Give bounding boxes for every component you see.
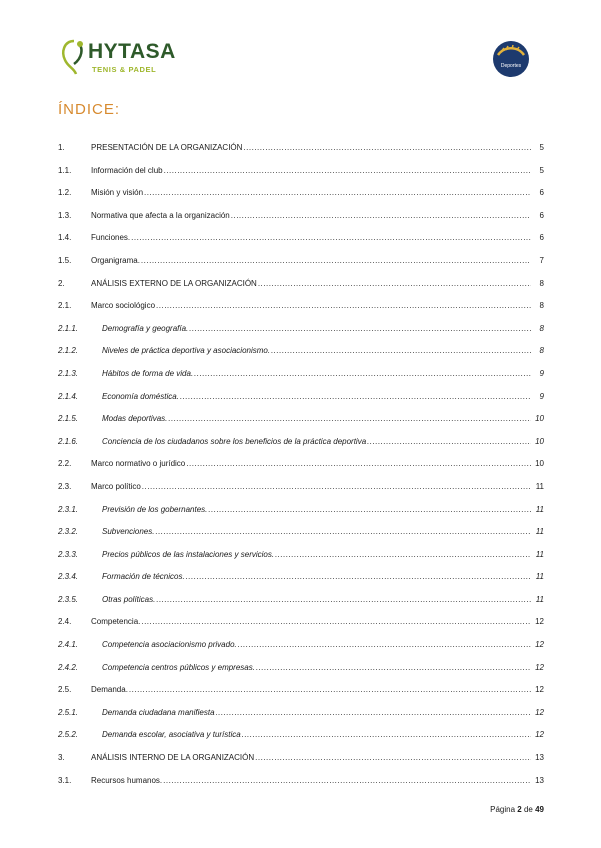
toc-entry[interactable]: [58, 527, 544, 550]
toc-entry-number: 2.4.: [58, 617, 72, 627]
toc-entry[interactable]: [58, 188, 544, 211]
toc-entry-number: 2.3.2.: [58, 527, 79, 537]
toc-entry-page: 12: [535, 640, 544, 650]
toc-entry-page: 8: [539, 278, 544, 288]
toc-entry-number: 2.1.5.: [58, 414, 79, 424]
toc-entry-title: Información del club: [91, 165, 163, 175]
logo-brand-text: HYTASA: [88, 40, 176, 63]
toc-entry-title: Marco normativo o jurídico: [91, 459, 186, 469]
toc-leader-dots: [367, 437, 531, 446]
toc-entry[interactable]: [58, 143, 544, 166]
toc-entry[interactable]: [58, 753, 544, 776]
toc-leader-dots: [255, 753, 531, 762]
toc-entry[interactable]: [58, 437, 544, 460]
toc-entry[interactable]: [58, 550, 544, 573]
toc-entry-number: 2.3.3.: [58, 549, 79, 559]
toc-entry-page: 6: [539, 210, 544, 220]
footer-label: Página: [490, 805, 516, 814]
toc-entry[interactable]: [58, 256, 544, 279]
toc-entry[interactable]: [58, 640, 544, 663]
toc-leader-dots: [242, 730, 531, 739]
toc-entry[interactable]: [58, 459, 544, 482]
toc-entry-number: 3.: [58, 753, 65, 763]
toc-entry-page: 11: [535, 549, 544, 559]
toc-entry-title: Niveles de práctica deportiva y asociacionismo.: [102, 346, 271, 356]
toc-entry[interactable]: [58, 776, 544, 799]
toc-leader-dots: [186, 572, 531, 581]
toc-entry-title: Normativa que afecta a la organización: [91, 210, 230, 220]
toc-leader-dots: [258, 279, 531, 288]
toc-entry-title: ANÁLISIS INTERNO DE LA ORGANIZACIÓN: [91, 753, 255, 763]
toc-entry-title: Funciones.: [91, 233, 131, 243]
toc-entry-title: Misión y visión: [91, 188, 144, 198]
toc-leader-dots: [231, 211, 531, 220]
toc-entry-title: Demanda escolar, asociativa y turística: [102, 730, 241, 740]
toc-entry-number: 3.1.: [58, 775, 72, 785]
toc-entry-number: 2.1.6.: [58, 436, 79, 446]
toc-leader-dots: [129, 685, 531, 694]
toc-entry-title: Competencia centros públicos y empresas.: [102, 662, 255, 672]
toc-entry-page: 8: [539, 346, 544, 356]
toc-entry-number: 2.2.: [58, 459, 72, 469]
toc-entry-number: 1.1.: [58, 165, 72, 175]
toc-leader-dots: [144, 188, 531, 197]
table-of-contents: [58, 143, 544, 798]
toc-entry[interactable]: [58, 301, 544, 324]
toc-entry-number: 2.5.: [58, 685, 72, 695]
toc-entry-page: 12: [535, 662, 544, 672]
toc-entry[interactable]: [58, 617, 544, 640]
toc-entry[interactable]: [58, 663, 544, 686]
page-title: ÍNDICE:: [58, 101, 121, 118]
toc-entry-page: 9: [539, 391, 544, 401]
toc-leader-dots: [275, 550, 531, 559]
toc-entry-title: Marco sociológico: [91, 301, 156, 311]
toc-entry-page: 11: [535, 527, 544, 537]
toc-entry[interactable]: [58, 233, 544, 256]
toc-entry-number: 2.3.1.: [58, 504, 79, 514]
toc-entry-page: 5: [539, 143, 544, 152]
toc-leader-dots: [238, 640, 531, 649]
toc-entry[interactable]: [58, 482, 544, 505]
toc-entry-title: Recursos humanos.: [91, 775, 163, 785]
toc-leader-dots: [180, 392, 531, 401]
toc-entry-title: Formación de técnicos.: [102, 572, 185, 582]
toc-leader-dots: [131, 233, 531, 242]
logo-subtitle: TENIS & PADEL: [92, 65, 157, 74]
toc-entry-page: 5: [539, 165, 544, 175]
toc-entry-page: 13: [535, 753, 544, 763]
toc-entry-number: 1.: [58, 143, 65, 152]
footer-separator: de: [523, 805, 533, 814]
toc-entry-number: 2.1.1.: [58, 323, 79, 333]
toc-leader-dots: [243, 143, 531, 152]
toc-entry[interactable]: [58, 685, 544, 708]
page-footer: [490, 805, 544, 814]
toc-entry-page: 12: [535, 707, 544, 717]
toc-entry-page: 11: [535, 504, 544, 514]
footer-current-page: 2: [517, 805, 522, 814]
toc-entry[interactable]: [58, 414, 544, 437]
toc-entry-number: 2.3.: [58, 481, 72, 491]
toc-entry-title: Subvenciones.: [102, 527, 155, 537]
toc-entry-title: Marco político: [91, 481, 141, 491]
toc-entry-page: 11: [535, 572, 544, 582]
toc-entry-title: Conciencia de los ciudadanos sobre los beneficios de la práctica deportiva: [102, 436, 367, 446]
toc-entry-number: 2.4.2.: [58, 662, 79, 672]
toc-entry-page: 13: [535, 775, 544, 785]
toc-entry-page: 10: [535, 414, 544, 424]
toc-entry[interactable]: [58, 392, 544, 415]
toc-entry-number: 1.3.: [58, 210, 72, 220]
toc-entry-title: Competencia asociacionismo privado.: [102, 640, 237, 650]
emblem-text: Deportes: [500, 63, 522, 69]
toc-entry-page: 12: [535, 685, 544, 695]
toc-entry-number: 2.3.4.: [58, 572, 79, 582]
toc-entry-page: 11: [535, 594, 544, 604]
toc-entry-page: 6: [539, 233, 544, 243]
toc-leader-dots: [141, 256, 531, 265]
toc-leader-dots: [163, 776, 531, 785]
hytasa-logo: [58, 38, 178, 80]
toc-entry-title: Hábitos de forma de vida.: [102, 368, 194, 378]
toc-entry[interactable]: [58, 505, 544, 528]
toc-entry-number: 2.3.5.: [58, 594, 79, 604]
toc-entry-title: Economía doméstica.: [102, 391, 179, 401]
toc-leader-dots: [142, 482, 531, 491]
toc-entry-number: 2.1.2.: [58, 346, 79, 356]
toc-leader-dots: [156, 595, 531, 604]
toc-entry-title: PRESENTACIÓN DE LA ORGANIZACIÓN: [91, 143, 243, 152]
toc-entry[interactable]: [58, 279, 544, 302]
toc-entry-page: 6: [539, 188, 544, 198]
toc-entry-title: Demanda.: [91, 685, 128, 695]
toc-entry[interactable]: [58, 730, 544, 753]
toc-entry-page: 8: [539, 301, 544, 311]
toc-entry-title: Precios públicos de las instalaciones y servicios.: [102, 549, 275, 559]
toc-leader-dots: [141, 617, 531, 626]
toc-entry-title: Otras políticas.: [102, 594, 156, 604]
toc-leader-dots: [164, 166, 531, 175]
toc-entry-page: 10: [535, 436, 544, 446]
toc-entry-title: Modas deportivas.: [102, 414, 168, 424]
toc-entry[interactable]: [58, 166, 544, 189]
toc-entry-number: 2.5.1.: [58, 707, 79, 717]
tennis-player-icon: [58, 38, 90, 78]
toc-entry-page: 9: [539, 368, 544, 378]
toc-entry-number: 2.1.: [58, 301, 72, 311]
toc-entry-title: Competencia.: [91, 617, 141, 627]
toc-leader-dots: [156, 301, 531, 310]
toc-entry-title: ANÁLISIS EXTERNO DE LA ORGANIZACIÓN: [91, 278, 257, 288]
toc-entry[interactable]: [58, 324, 544, 347]
toc-leader-dots: [216, 708, 531, 717]
toc-leader-dots: [194, 369, 531, 378]
toc-entry-page: 7: [539, 255, 544, 265]
toc-entry[interactable]: [58, 346, 544, 369]
toc-entry[interactable]: [58, 211, 544, 234]
footer-total-pages: 49: [535, 805, 544, 814]
toc-leader-dots: [256, 663, 531, 672]
toc-entry-title: Demografía y geografía.: [102, 323, 189, 333]
toc-entry-number: 1.4.: [58, 233, 72, 243]
toc-entry[interactable]: [58, 369, 544, 392]
toc-entry-page: 12: [535, 617, 544, 627]
toc-leader-dots: [189, 324, 531, 333]
toc-leader-dots: [155, 527, 531, 536]
toc-leader-dots: [168, 414, 531, 423]
toc-leader-dots: [208, 505, 531, 514]
toc-entry-number: 1.5.: [58, 255, 72, 265]
toc-entry-number: 2.4.1.: [58, 640, 79, 650]
toc-entry-title: Previsión de los gobernantes.: [102, 504, 208, 514]
toc-entry[interactable]: [58, 595, 544, 618]
toc-entry-number: 2.: [58, 278, 65, 288]
toc-entry[interactable]: [58, 572, 544, 595]
toc-leader-dots: [186, 459, 531, 468]
toc-entry-title: Organigrama.: [91, 255, 140, 265]
toc-entry-number: 2.5.2.: [58, 730, 79, 740]
toc-entry-page: 12: [535, 730, 544, 740]
toc-entry-page: 8: [539, 323, 544, 333]
toc-leader-dots: [271, 346, 531, 355]
sports-emblem-logo: [492, 40, 530, 78]
toc-entry-number: 2.1.3.: [58, 368, 79, 378]
toc-entry-title: Demanda ciudadana manifiesta: [102, 707, 215, 717]
toc-entry-number: 2.1.4.: [58, 391, 79, 401]
toc-entry[interactable]: [58, 708, 544, 731]
toc-entry-number: 1.2.: [58, 188, 72, 198]
toc-entry-page: 10: [535, 459, 544, 469]
toc-entry-page: 11: [535, 481, 544, 491]
